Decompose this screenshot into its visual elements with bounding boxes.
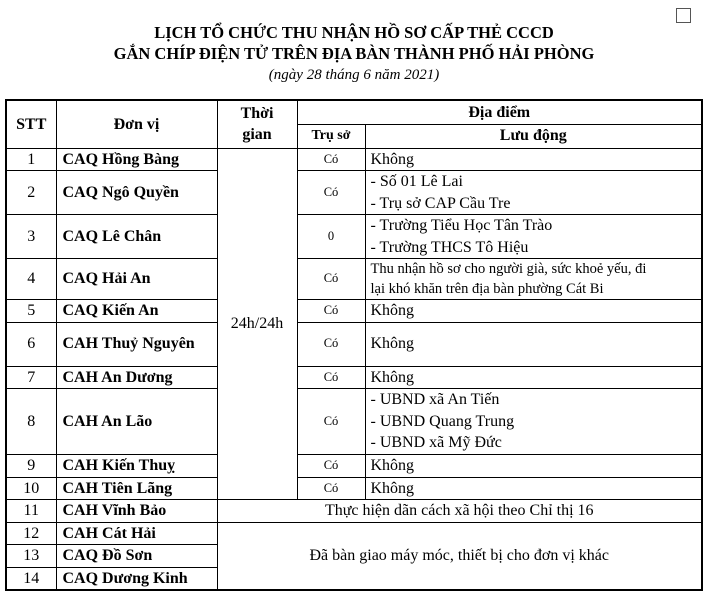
luu-dong-line: Không xyxy=(370,302,415,319)
row-luu-dong xyxy=(365,259,702,300)
table-row xyxy=(6,455,702,478)
title-line-1: LỊCH TỔ CHỨC THU NHẬN HỒ SƠ CẤP THẺ CCCD xyxy=(154,23,554,42)
row-unit: CAQ Dương Kinh xyxy=(56,567,217,590)
row-unit: CAH Thuỷ Nguyên xyxy=(56,322,217,366)
row-stt: 7 xyxy=(6,366,56,389)
row-stt: 1 xyxy=(6,148,56,171)
row-stt: 3 xyxy=(6,215,56,259)
header-tru-so: Trụ sở xyxy=(297,124,365,148)
row-tru-so: Có xyxy=(297,148,365,171)
row-tru-so: Có xyxy=(297,259,365,300)
row-luu-dong xyxy=(365,322,702,366)
header-thoi-gian xyxy=(217,100,297,148)
row-tru-so: Có xyxy=(297,477,365,500)
row-luu-dong xyxy=(365,477,702,500)
header-thoi-gian-line1: Thời xyxy=(240,104,274,122)
row-unit: CAQ Ngô Quyền xyxy=(56,171,217,215)
luu-dong-line: - Trường THCS Tô Hiệu xyxy=(370,238,529,256)
row-stt: 2 xyxy=(6,171,56,215)
table-row xyxy=(6,389,702,455)
subtitle-date: (ngày 28 tháng 6 năm 2021) xyxy=(268,67,440,83)
row-tru-so: Có xyxy=(297,389,365,455)
row-stt: 14 xyxy=(6,567,56,590)
header-stt: STT xyxy=(6,100,56,148)
note-equipment-transferred: Đã bàn giao máy móc, thiết bị cho đơn vị khác xyxy=(217,522,702,590)
row-stt: 8 xyxy=(6,389,56,455)
row-tru-so: Có xyxy=(297,455,365,478)
row-stt: 9 xyxy=(6,455,56,478)
row-unit: CAH Cát Hải xyxy=(56,522,217,545)
luu-dong-line: Không xyxy=(370,150,415,168)
table-row xyxy=(6,522,702,545)
luu-dong-line: Không xyxy=(370,368,415,386)
row-unit: CAH Tiên Lãng xyxy=(56,477,217,500)
row-unit: CAH Vĩnh Bảo xyxy=(56,500,217,523)
row-luu-dong xyxy=(365,455,702,478)
header-luu-dong: Lưu động xyxy=(365,124,702,148)
luu-dong-line: - UBND xã An Tiến xyxy=(370,391,500,409)
row-stt: 11 xyxy=(6,500,56,523)
table-row xyxy=(6,215,702,259)
title-line-2: GẮN CHÍP ĐIỆN TỬ TRÊN ĐỊA BÀN THÀNH PHỐ HẢI PHÒNG xyxy=(113,44,595,63)
row-unit: CAQ Lê Chân xyxy=(56,215,217,259)
luu-dong-line: Thu nhận hồ sơ cho người già, sức khoẻ yếu, đi xyxy=(370,261,647,277)
schedule-table xyxy=(5,99,703,591)
luu-dong-line: - UBND xã Mỹ Đức xyxy=(370,434,502,452)
header-don-vi: Đơn vị xyxy=(56,100,217,148)
header-dia-diem: Địa điểm xyxy=(297,100,702,124)
header-thoi-gian-line2: gian xyxy=(242,126,272,144)
row-stt: 12 xyxy=(6,522,56,545)
row-tru-so: 0 xyxy=(297,215,365,259)
row-unit: CAH Kiến Thuỵ xyxy=(56,455,217,478)
row-stt: 6 xyxy=(6,322,56,366)
row-stt: 10 xyxy=(6,477,56,500)
luu-dong-line: Không xyxy=(370,457,415,474)
table-row xyxy=(6,148,702,171)
table-row xyxy=(6,171,702,215)
row-luu-dong xyxy=(365,300,702,323)
luu-dong-line: - UBND Quang Trung xyxy=(370,412,515,430)
note-social-distancing: Thực hiện dãn cách xã hội theo Chỉ thị 16 xyxy=(217,500,702,523)
table-row xyxy=(6,259,702,300)
row-unit: CAH An Lão xyxy=(56,389,217,455)
table-row xyxy=(6,366,702,389)
row-tru-so: Có xyxy=(297,322,365,366)
row-tru-so: Có xyxy=(297,366,365,389)
luu-dong-line: - Số 01 Lê Lai xyxy=(370,173,463,190)
table-row xyxy=(6,477,702,500)
time-cell: 24h/24h xyxy=(217,148,297,500)
row-stt: 5 xyxy=(6,300,56,323)
row-tru-so: Có xyxy=(297,171,365,215)
row-unit: CAQ Kiến An xyxy=(56,300,217,323)
luu-dong-line: lại khó khăn trên địa bàn phường Cát Bi xyxy=(370,281,604,297)
row-luu-dong xyxy=(365,366,702,389)
row-luu-dong xyxy=(365,215,702,259)
row-luu-dong xyxy=(365,148,702,171)
luu-dong-line: - Trụ sở CAP Cầu Tre xyxy=(370,194,511,212)
table-row xyxy=(6,322,702,366)
table-row xyxy=(6,300,702,323)
row-unit: CAH An Dương xyxy=(56,366,217,389)
table-row xyxy=(6,500,702,523)
header-row xyxy=(6,100,702,124)
row-stt: 13 xyxy=(6,545,56,568)
row-unit: CAQ Đồ Sơn xyxy=(56,545,217,568)
luu-dong-line: Không xyxy=(370,335,415,353)
row-tru-so: Có xyxy=(297,300,365,323)
row-luu-dong xyxy=(365,389,702,455)
row-unit: CAQ Hồng Bàng xyxy=(56,148,217,171)
row-stt: 4 xyxy=(6,259,56,300)
row-luu-dong xyxy=(365,171,702,215)
luu-dong-line: - Trường Tiểu Học Tân Trào xyxy=(370,217,553,234)
row-unit: CAQ Hải An xyxy=(56,259,217,300)
luu-dong-line: Không xyxy=(370,479,415,497)
corner-checkbox[interactable] xyxy=(676,8,691,23)
